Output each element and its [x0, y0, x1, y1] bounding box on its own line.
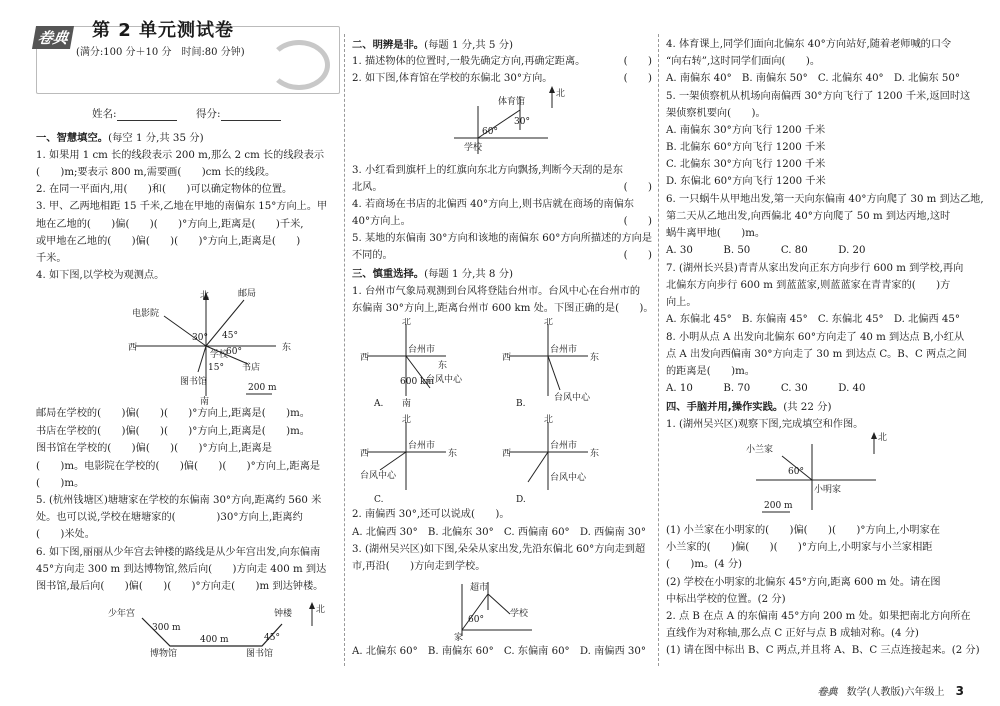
score-label: 得分:: [196, 108, 221, 120]
judge-item: 4. 若商场在书店的北偏西 40°方向上,则书店就在商场的南偏东: [352, 199, 634, 210]
south-label: 南: [200, 397, 210, 406]
xiaolan-home-label: 小兰家: [746, 445, 774, 455]
judge-item: 5. 某地的东偏南 30°方向和该地的南偏东 60°方向所描述的方向是: [352, 233, 653, 244]
north-label: 北: [200, 291, 210, 301]
score-field[interactable]: [196, 106, 281, 121]
library-label: 图书馆: [180, 377, 208, 387]
page-number: 3: [955, 684, 964, 698]
bell-tower-label: 钟楼: [274, 609, 293, 619]
svg-text:台风中心: 台风中心: [360, 471, 397, 481]
question-line: 向上。: [666, 297, 697, 308]
judge-item: 1. 描述物体的位置时,一般先确定方向,再确定距离。 ( ): [352, 56, 652, 67]
question-line: (2) 学校在小明家的北偏东 45°方向,距离 600 m 处。请在图: [666, 577, 941, 588]
svg-text:西: 西: [360, 449, 370, 459]
question-line: 45°方向走 300 m 到达博物馆,然后向( )方向走 400 m 到达: [36, 564, 327, 575]
cinema-label: 电影院: [132, 309, 160, 319]
question-line: 邮局在学校的( )偏( )( )°方向上,距离是( )m。: [36, 408, 310, 419]
svg-text:东: 东: [590, 353, 600, 363]
diagram-home-market-school: [448, 576, 568, 642]
judge-item: 2. 如下图,体育馆在学校的东偏北 30°方向。 ( ): [352, 73, 652, 84]
svg-text:台风中心: 台风中心: [550, 473, 587, 483]
question-line: 1. 台州市气象局观测到台风将登陆台州市。台风中心在台州市的: [352, 286, 641, 297]
option-line: A. 东偏北 45° B. 东偏南 45° C. 东偏北 45° D. 北偏西 45°: [666, 314, 960, 325]
question-line: 直线作为对称轴,那么点 C 正好与点 B 成轴对称。(4 分): [666, 628, 919, 639]
question-line: 市,再沿( )方向走到学校。: [352, 561, 486, 572]
option-line: A. 30 B. 50 C. 80 D. 20: [666, 245, 866, 256]
question-line: 4. 如下图,以学校为观测点。: [36, 270, 165, 281]
brand-logo: 卷典: [32, 26, 74, 49]
option-a-diagram: [360, 318, 463, 409]
diagram-gym-school: [448, 86, 568, 162]
svg-text:西: 西: [502, 353, 512, 363]
school-label: 学校: [464, 143, 483, 153]
gym-label: 体育馆: [498, 97, 526, 107]
diagram-xiaolan-xiaoming: [736, 430, 966, 520]
diagram-school-directions: [126, 286, 296, 406]
section-heading: 四、手脑并用,操作实践。(共 22 分): [666, 401, 832, 413]
svg-text:60°: 60°: [468, 615, 484, 625]
diagram-typhoon-options: [360, 318, 650, 504]
question-line: 北偏东方向步行 600 m 到蓝蓝家,则蓝蓝家在青青家的( )方: [666, 280, 951, 291]
market-label: 超市: [470, 583, 489, 593]
svg-text:北: 北: [556, 89, 566, 99]
footer-text: 数学(人教版)六年级上: [846, 687, 945, 698]
svg-text:东: 东: [590, 449, 600, 459]
question-line: 6. 如下图,丽丽从少年宫去钟楼的路线是从少年宫出发,向东偏南: [36, 547, 321, 558]
question-line: ( )m;要表示 800 m,需要画( )cm 长的线段。: [36, 167, 276, 178]
question-line: 千米。: [36, 253, 67, 264]
option-line: B. 北偏东 60°方向飞行 1200 千米: [666, 142, 826, 153]
question-line: 或甲地在乙地的( )偏( )( )°方向上,距离是( ): [36, 236, 301, 247]
school-label: 学校: [510, 609, 529, 619]
svg-text:60°: 60°: [226, 347, 242, 357]
section-heading: 一、智慧填空。(每空 1 分,共 35 分): [36, 132, 204, 144]
post-office-label: 邮局: [238, 289, 257, 299]
option-line: A. 南偏东 30°方向飞行 1200 千米: [666, 125, 826, 136]
question-line: 图书馆,最后向( )偏( )( )°方向走( )m 到达钟楼。: [36, 581, 324, 592]
option-b-label: B.: [516, 399, 526, 409]
question-line: 图书馆在学校的( )偏( )( )°方向上,距离是: [36, 443, 272, 454]
question-line: 蜗牛离甲地( )m。: [666, 228, 766, 239]
svg-text:北: 北: [316, 605, 326, 615]
footer-logo: 卷典: [817, 687, 838, 698]
scale-label: 200 m: [764, 501, 793, 511]
question-line: 小兰家的( )偏( )( )°方向上,小明家与小兰家相距: [666, 542, 933, 553]
svg-text:东: 东: [438, 361, 448, 371]
answer-blank[interactable]: ( ): [623, 73, 652, 84]
question-line: 1. (湖州吴兴区)观察下图,完成填空和作图。: [666, 419, 864, 430]
svg-text:西: 西: [502, 449, 512, 459]
svg-text:400 m: 400 m: [200, 635, 229, 645]
svg-text:台州市: 台州市: [550, 441, 578, 451]
question-line: A. 南偏东 40° B. 南偏东 50° C. 北偏东 40° D. 北偏东 50°: [666, 73, 960, 84]
question-line: 7. (湖州长兴县)青青从家出发向正东方向步行 600 m 到学校,再向: [666, 263, 964, 274]
svg-text:北: 北: [878, 433, 888, 443]
section-heading: 三、慎重选择。(每题 1 分,共 8 分): [352, 268, 514, 280]
question-line: A. 北偏东 60° B. 南偏东 60° C. 东偏南 60° D. 南偏西 30°: [352, 646, 646, 657]
svg-text:台州市: 台州市: [408, 345, 436, 355]
page-subtitle: (满分:100 分＋10 分 时间:80 分钟): [76, 47, 245, 58]
svg-text:45°: 45°: [222, 331, 238, 341]
svg-text:300 m: 300 m: [152, 623, 181, 633]
question-line: 第二天从乙地出发,向西偏北 40°方向爬了 50 m 到达丙地,这时: [666, 211, 951, 222]
question-line: 2. 南偏西 30°,还可以说成( )。: [352, 509, 510, 520]
question-line: 东偏南 30°方向上,距离台州市 600 km 处。下图正确的是( )。: [352, 303, 654, 314]
column-divider: [658, 34, 659, 666]
svg-text:600 km: 600 km: [400, 377, 435, 387]
scale-label: 200 m: [248, 383, 277, 393]
svg-text:台州市: 台州市: [408, 441, 436, 451]
home-label: 家: [454, 633, 464, 642]
school-label: 学校: [210, 350, 229, 360]
question-line: A. 北偏西 30° B. 北偏东 30° C. 西偏南 60° D. 西偏南 30°: [352, 527, 646, 538]
option-c-diagram: [360, 413, 457, 504]
svg-text:南: 南: [402, 399, 412, 409]
question-line: 的距离是( )m。: [666, 366, 755, 377]
svg-text:台风中心: 台风中心: [554, 393, 591, 403]
youth-palace-label: 少年宫: [108, 609, 136, 619]
question-line: 1. 如果用 1 cm 长的线段表示 200 m,那么 2 cm 长的线段表示: [36, 150, 325, 161]
svg-text:北: 北: [402, 415, 412, 425]
option-a-label: A.: [374, 399, 384, 409]
svg-text:西: 西: [360, 353, 370, 363]
svg-text:30°: 30°: [192, 333, 208, 343]
question-line: (1) 请在图中标出 B、C 两点,并且将 A、B、C 三点连接起来。(2 分): [666, 645, 980, 656]
question-line: ( )m。电影院在学校的( )偏( )( )°方向上,距离是: [36, 461, 321, 472]
question-line: ( )m。: [36, 478, 85, 489]
diagram-route: [96, 600, 326, 658]
svg-text:60°: 60°: [788, 467, 804, 477]
judge-item: 不同的。 ( ): [352, 250, 652, 261]
west-label: 西: [128, 343, 138, 353]
option-line: C. 北偏东 30°方向飞行 1200 千米: [666, 159, 826, 170]
question-line: 中标出学校的位置。(2 分): [666, 594, 786, 605]
question-line: 书店在学校的( )偏( )( )°方向上,距离是( )m。: [36, 426, 310, 437]
question-line: 2. 在同一平面内,用( )和( )可以确定物体的位置。: [36, 184, 293, 195]
option-d-diagram: [502, 413, 599, 504]
question-line: 6. 一只蜗牛从甲地出发,第一天向东偏南 40°方向爬了 30 m 到达乙地,: [666, 194, 984, 205]
option-c-label: C.: [374, 495, 384, 504]
judge-item: 北风。 ( ): [352, 182, 652, 193]
option-d-label: D.: [516, 495, 526, 504]
swirl-decoration: [268, 40, 330, 90]
svg-text:北: 北: [544, 318, 554, 327]
answer-blank[interactable]: ( ): [623, 56, 652, 67]
svg-text:60°: 60°: [482, 127, 498, 137]
bookstore-label: 书店: [242, 363, 261, 373]
xiaoming-home-label: 小明家: [814, 485, 842, 495]
column-divider: [344, 34, 345, 666]
question-line: “向右转”,这时同学们面向( )。: [666, 56, 821, 67]
answer-blank[interactable]: ( ): [623, 250, 652, 261]
svg-text:30°: 30°: [514, 117, 530, 127]
museum-label: 博物馆: [150, 649, 178, 658]
page-title: 第 2 单元测试卷: [92, 20, 235, 41]
option-line: A. 10 B. 70 C. 30 D. 40: [666, 383, 866, 394]
question-line: 4. 体育课上,同学们面向北偏东 40°方向站好,随着老师喊的口令: [666, 39, 952, 50]
svg-text:北: 北: [402, 318, 412, 327]
question-line: 地在乙地的( )偏( )( )°方向上,距离是( )千米,: [36, 219, 304, 230]
question-line: 3. 甲、乙两地相距 15 千米,乙地在甲地的南偏东 15°方向上。甲: [36, 201, 328, 212]
option-line: D. 东偏北 60°方向飞行 1200 千米: [666, 176, 826, 187]
question-line: (1) 小兰家在小明家的( )偏( )( )°方向上,小明家在: [666, 525, 940, 536]
question-line: ( )米处。: [36, 529, 95, 540]
east-label: 东: [282, 343, 292, 353]
section-heading: 二、明辨是非。(每题 1 分,共 5 分): [352, 39, 514, 51]
question-line: 架侦察机要向( )。: [666, 108, 766, 119]
svg-text:台州市: 台州市: [550, 345, 578, 355]
judge-item: 40°方向上。 ( ): [352, 216, 652, 227]
judge-item: 3. 小红看到旗杆上的红旗向东北方向飘扬,判断今天刮的是东: [352, 165, 623, 176]
question-line: 5. 一架侦察机从机场向南偏西 30°方向飞行了 1200 千米,返回时这: [666, 91, 971, 102]
svg-text:15°: 15°: [208, 363, 224, 373]
name-field[interactable]: [92, 106, 177, 121]
name-label: 姓名:: [92, 108, 117, 120]
answer-blank[interactable]: ( ): [623, 216, 652, 227]
svg-text:45°: 45°: [264, 633, 280, 643]
question-line: 3. (湖州吴兴区)如下图,朵朵从家出发,先沿东偏北 60°方向走到超: [352, 544, 646, 555]
question-line: 8. 小明从点 A 出发向北偏东 60°方向走了 40 m 到达点 B,小红从: [666, 332, 965, 343]
svg-text:北: 北: [544, 415, 554, 425]
answer-blank[interactable]: ( ): [623, 182, 652, 193]
question-line: 点 A 出发向西偏南 30°方向走了 30 m 到达点 C。B、C 两点之间: [666, 349, 967, 360]
question-line: 2. 点 B 在点 A 的东偏南 45°方向 200 m 处。如果把南北方向所在: [666, 611, 971, 622]
option-b-diagram: [502, 318, 599, 409]
page-footer: [817, 683, 964, 698]
question-line: 5. (杭州钱塘区)塘塘家在学校的东偏南 30°方向,距离约 560 米: [36, 495, 322, 506]
question-line: 处。也可以说,学校在塘塘家的( )30°方向上,距离约: [36, 512, 303, 523]
svg-text:台风中心: 台风中心: [426, 375, 463, 385]
question-line: ( )m。(4 分): [666, 559, 743, 570]
library-label: 图书馆: [246, 649, 274, 658]
svg-text:东: 东: [448, 449, 458, 459]
